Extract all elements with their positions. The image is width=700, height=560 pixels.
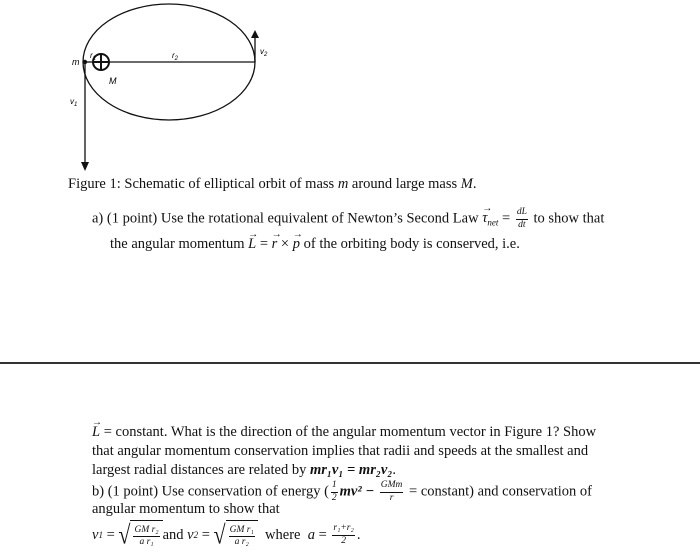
label-v2: $v_2$ [260,47,268,58]
label-m: m [72,57,80,67]
eq-sign: = [256,236,272,252]
page2-line4 [92,481,592,503]
cross-sign: × [277,236,293,252]
v1-symbol: v [92,526,99,543]
label-r2: $r_2$ [172,51,179,62]
r-vector: → r [272,236,278,253]
sqrt2-num: GM r₁ [229,526,255,538]
page2-line4-text: b) (1 point) Use conservation of energy ( [92,483,329,500]
orbit-figure [0,0,700,175]
question-a-line1 [92,208,604,230]
v1-arrowhead [81,162,89,171]
frac-num: dL [516,208,528,220]
tau-vector: → τ [482,210,487,227]
label-M: M [109,76,117,86]
and-word: and [162,526,184,543]
tau-subscript: net [487,217,499,228]
a-fraction [332,524,354,546]
L-vector: → L [248,236,256,253]
page2-line4-suffix: = constant) and conservation of [405,483,592,500]
question-a-line2-suffix: of the orbiting body is conserved, i.e. [299,236,520,252]
question-a-text: a) (1 point) Use the rotational equivalent of Newton’s Second Law [92,210,483,227]
page2-line3-end: . [392,462,397,478]
page2-line5: angular momentum to show that [92,501,280,517]
radical-2: √ [213,519,226,550]
equals-sign: = [498,210,514,227]
page2-line3 [92,462,396,479]
momentum-relation: mr₁v₁ = mr₂v₂ [309,462,393,478]
dL-dt-fraction [516,208,528,230]
L-vector-2: → L [92,424,100,441]
page2-line1-text: = constant. What is the direction of the angular momentum vector in Figure 1? Show [100,424,597,440]
half-num: 1 [331,481,338,493]
sqrt1-fraction [133,526,159,548]
sqrt1-num: GM r₂ [133,526,159,538]
sqrt2-den: a r₂ [234,537,249,547]
question-a-line2 [110,236,520,253]
page2-line6 [92,520,360,550]
sqrt1-den: a r₁ [139,537,154,547]
kinetic-term: mv² − [339,483,378,500]
question-a-suffix: to show that [529,210,605,227]
where-word: where [257,526,305,543]
eq-sign-a: = [314,526,331,543]
question-a-line2-text: the angular momentum [110,236,249,252]
page2-line2: that angular momentum conservation implies that radii and speeds at the smallest and [92,443,589,459]
label-r1: $r_1$ [90,51,97,62]
a-symbol: a [307,526,315,543]
label-v1: $v_1$ [70,97,78,108]
page2-line1 [92,424,596,441]
eq-sign-v1: = [102,526,119,543]
radical-1: √ [118,519,131,550]
eq-sign-v2: = [198,526,214,543]
sqrt-v2 [214,520,258,550]
caption-end: . [472,176,477,192]
frac-den: dt [518,219,526,230]
page2-line3-text: largest radial distances are related by [92,462,310,478]
v1-sub: 1 [98,530,103,540]
gmm-num: GMm [380,481,404,493]
page-divider [0,362,700,364]
final-period: . [356,526,361,543]
gmm-den: r [389,492,394,503]
caption-M: M [460,176,473,192]
p-vector: → p [293,236,300,253]
half-fraction [331,481,338,503]
a-den: 2 [341,535,346,546]
sqrt-v1 [118,520,162,550]
caption-m: m [337,176,349,192]
a-num: r₁+r₂ [332,524,354,536]
gmm-fraction [380,481,404,503]
caption-text: Figure 1: Schematic of elliptical orbit of mass [68,176,338,192]
v2-symbol: v [187,526,194,543]
v2-sub: 2 [193,530,199,540]
half-den: 2 [331,492,337,503]
caption-middle: around large mass [348,176,461,192]
figure-caption [68,176,477,193]
sqrt2-fraction [229,526,255,548]
v2-arrowhead [251,30,259,38]
